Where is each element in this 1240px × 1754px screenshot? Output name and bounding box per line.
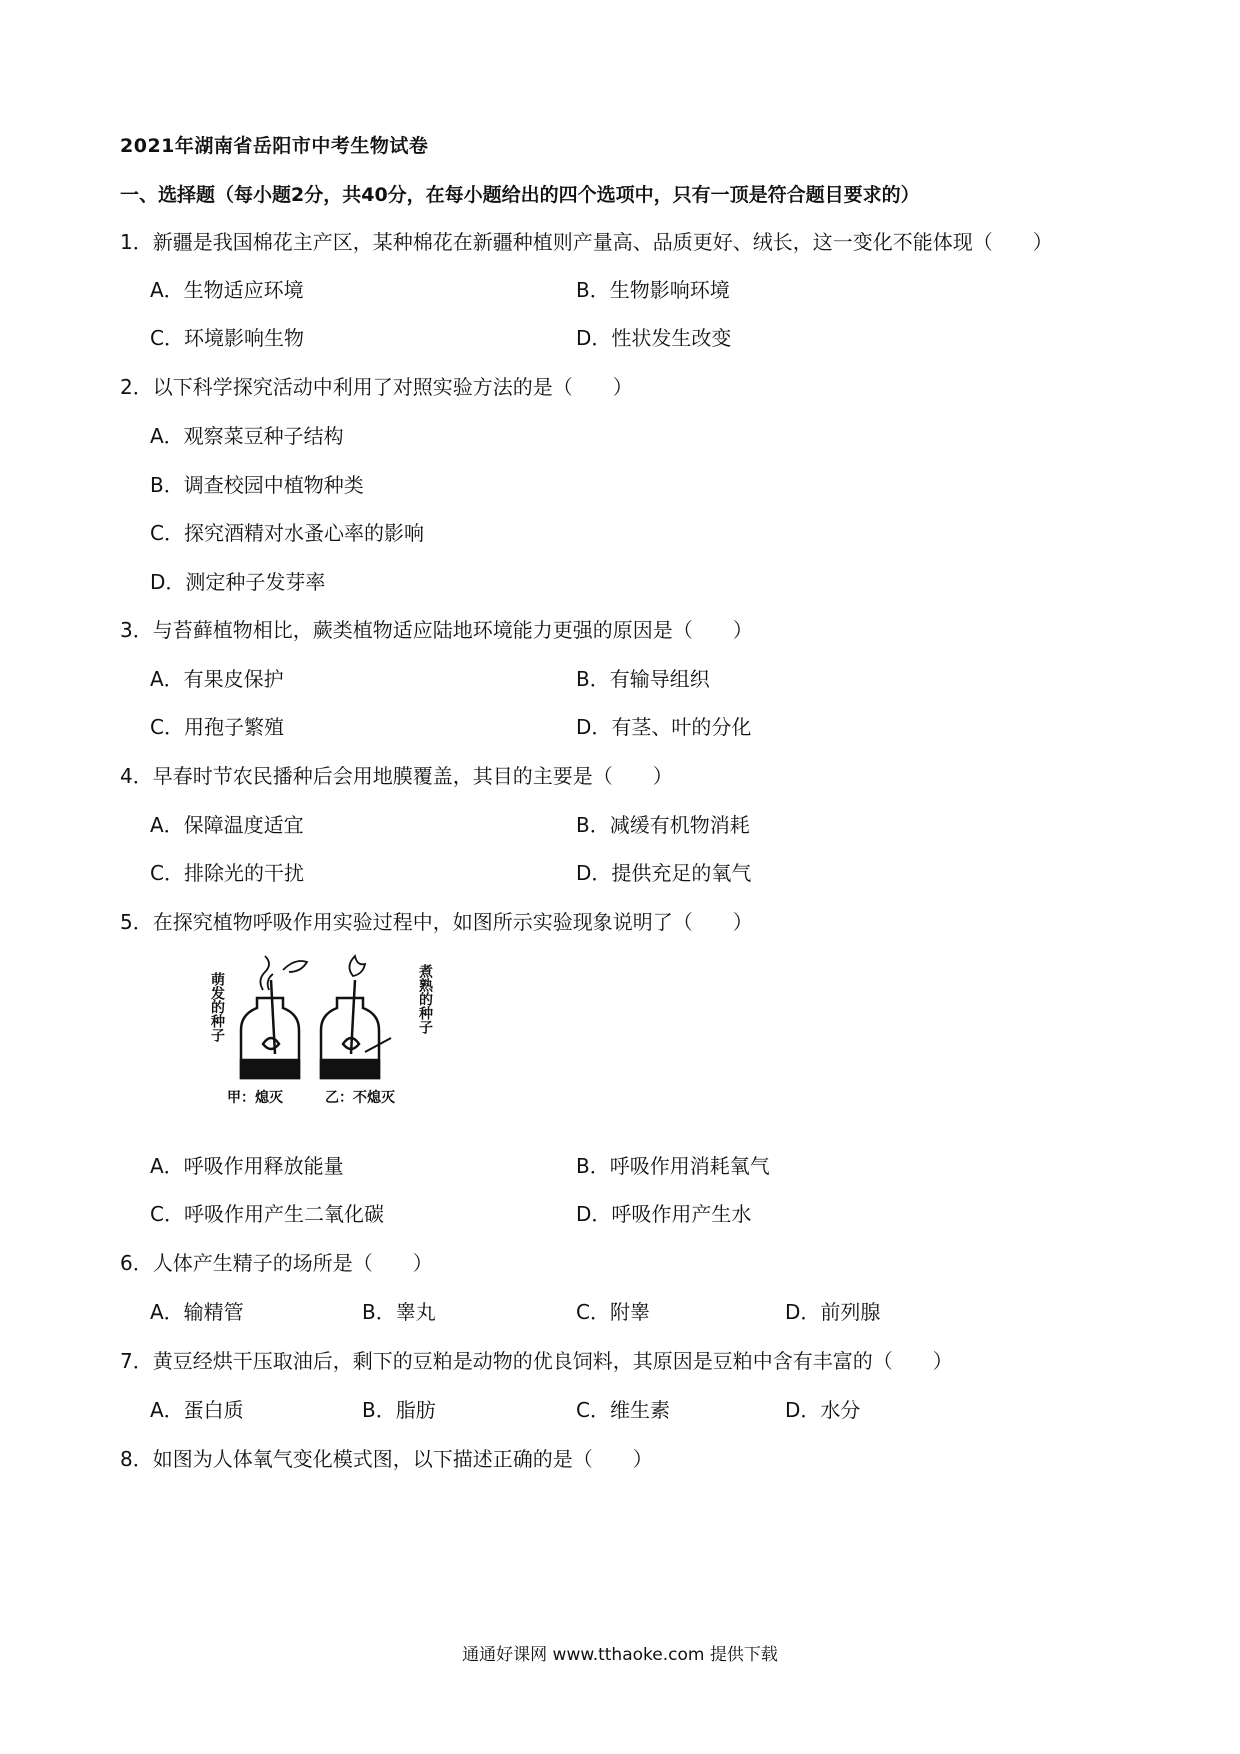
q1-option-d: D．性状发生改变	[576, 326, 732, 350]
q5-option-a: A．呼吸作用释放能量	[150, 1154, 344, 1178]
q5-option-d: D．呼吸作用产生水	[576, 1202, 752, 1226]
jar-jia	[241, 956, 307, 1078]
respiration-experiment-figure	[205, 950, 445, 1108]
yi-caption: 乙：不熄灭	[325, 1090, 395, 1106]
q5-option-c: C．呼吸作用产生二氧化碳	[150, 1202, 384, 1226]
q6-option-d: D．前列腺	[785, 1300, 881, 1324]
q1-option-c: C．环境影响生物	[150, 326, 304, 350]
boiled-seeds-label: 煮熟的种子	[417, 964, 433, 1034]
q3-option-d: D．有茎、叶的分化	[576, 715, 752, 739]
q2-option-d: D．测定种子发芽率	[150, 570, 326, 594]
q2-option-b: B．调查校园中植物种类	[150, 473, 364, 497]
q3-option-c: C．用孢子繁殖	[150, 715, 284, 739]
q7-option-b: B．脂肪	[362, 1398, 436, 1422]
question-1-stem: 1．新疆是我国棉花主产区，某种棉花在新疆种植则产量高、品质更好、绒长，这一变化不能体现（ ）	[120, 230, 1053, 254]
question-6-stem: 6．人体产生精子的场所是（ ）	[120, 1251, 433, 1275]
germinating-seeds-label: 萌发的种子	[209, 972, 225, 1042]
q6-option-b: B．睾丸	[362, 1300, 436, 1324]
question-2-stem: 2．以下科学探究活动中利用了对照实验方法的是（ ）	[120, 375, 633, 399]
q7-option-d: D．水分	[785, 1398, 861, 1422]
q3-option-b: B．有输导组织	[576, 667, 710, 691]
page-footer: 通通好课网 www.tthaoke.com 提供下载	[462, 1645, 778, 1665]
q6-option-a: A．输精管	[150, 1300, 244, 1324]
q7-option-a: A．蛋白质	[150, 1398, 244, 1422]
q4-option-c: C．排除光的干扰	[150, 861, 304, 885]
question-4-stem: 4．早春时节农民播种后会用地膜覆盖，其目的主要是（ ）	[120, 764, 673, 788]
q1-option-a: A．生物适应环境	[150, 278, 304, 302]
question-8-stem: 8．如图为人体氧气变化模式图，以下描述正确的是（ ）	[120, 1447, 653, 1471]
q6-option-c: C．附睾	[576, 1300, 650, 1324]
q1-option-b: B．生物影响环境	[576, 278, 730, 302]
q5-option-b: B．呼吸作用消耗氧气	[576, 1154, 770, 1178]
q2-option-c: C．探究酒精对水蚤心率的影响	[150, 521, 424, 545]
q7-option-c: C．维生素	[576, 1398, 670, 1422]
question-7-stem: 7．黄豆经烘干压取油后，剩下的豆粕是动物的优良饲料，其原因是豆粕中含有丰富的（ ）	[120, 1349, 953, 1373]
q4-option-a: A．保障温度适宜	[150, 813, 304, 837]
jia-caption: 甲：熄灭	[227, 1090, 283, 1106]
jar-yi	[321, 956, 391, 1078]
q4-option-d: D．提供充足的氧气	[576, 861, 752, 885]
exam-title: 2021年湖南省岳阳市中考生物试卷	[120, 135, 429, 157]
q2-option-a: A．观察菜豆种子结构	[150, 424, 344, 448]
question-5-stem: 5．在探究植物呼吸作用实验过程中，如图所示实验现象说明了（ ）	[120, 910, 753, 934]
q4-option-b: B．减缓有机物消耗	[576, 813, 750, 837]
q3-option-a: A．有果皮保护	[150, 667, 284, 691]
question-3-stem: 3．与苔藓植物相比，蕨类植物适应陆地环境能力更强的原因是（ ）	[120, 618, 753, 642]
section-heading: 一、选择题（每小题2分，共40分，在每小题给出的四个选项中，只有一顶是符合题目要求的）	[120, 184, 920, 206]
